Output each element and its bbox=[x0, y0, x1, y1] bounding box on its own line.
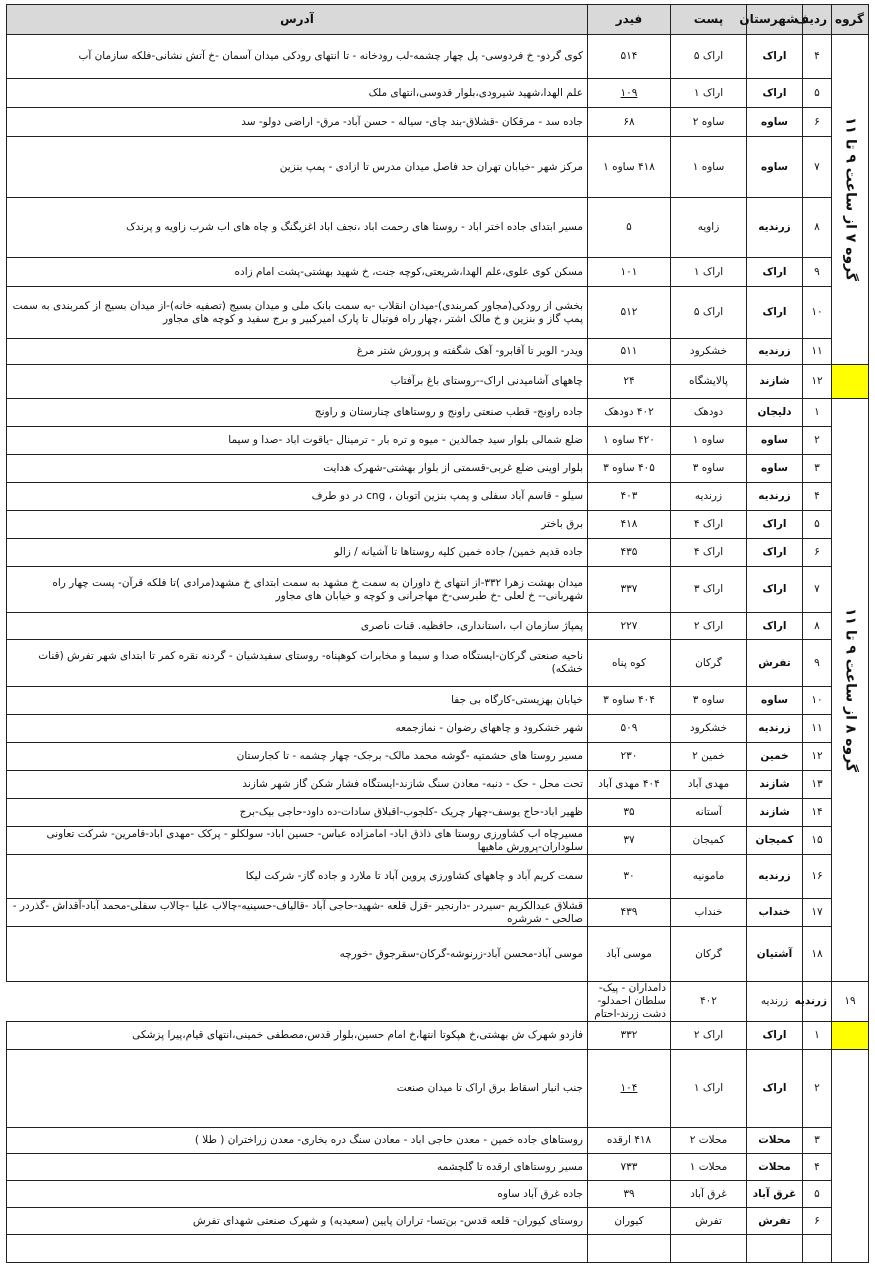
city-cell: محلات bbox=[747, 1128, 803, 1154]
radif-cell: ۱۴ bbox=[803, 799, 832, 827]
address-cell: جاده غرق آباد ساوه bbox=[7, 1181, 588, 1208]
radif-cell: ۳ bbox=[803, 455, 832, 483]
table-row bbox=[7, 899, 869, 927]
radif-cell: ۱۸ bbox=[803, 927, 832, 982]
post-cell: خشکرود bbox=[671, 339, 747, 365]
radif-cell: ۴ bbox=[803, 1154, 832, 1181]
table-row bbox=[7, 287, 869, 339]
city-cell: تفرش bbox=[747, 640, 803, 687]
post-cell: زرندیه bbox=[671, 483, 747, 511]
city-cell: غرق آباد bbox=[747, 1181, 803, 1208]
post-cell: گرکان bbox=[671, 927, 747, 982]
feeder-cell: کیوران bbox=[588, 1208, 671, 1235]
feeder-cell: ۴۳۵ bbox=[588, 539, 671, 567]
post-cell: تفرش bbox=[671, 1208, 747, 1235]
radif-cell: ۱ bbox=[803, 1022, 832, 1050]
address-cell: مسیرچاه اب کشاورزی روستا های ذاذق اباد- امامزاده عباس- حسین اباد- سولکلو - پرکک -مهدی اباد-قامرین- شرکت تعاونی سلوداران-پرورش ماهیها bbox=[7, 827, 588, 855]
radif-cell: ۱۰ bbox=[803, 287, 832, 339]
city-cell: شازند bbox=[747, 799, 803, 827]
table-row bbox=[7, 1022, 869, 1050]
feeder-cell: ۴۰۳ bbox=[588, 483, 671, 511]
address-cell: ظهیر اباد-حاج یوسف-چهار چریک -کلجوب-اقبلاق سادات-ده داود-حاجی بیک-برج bbox=[7, 799, 588, 827]
post-cell: اراک ۳ bbox=[671, 567, 747, 613]
header-feeder: فیدر bbox=[588, 5, 671, 35]
post-cell: محلات ۱ bbox=[671, 1154, 747, 1181]
feeder-cell: ۴۲۰ ساوه ۱ bbox=[588, 427, 671, 455]
feeder-cell: ۳۳۲ bbox=[588, 1022, 671, 1050]
address-cell bbox=[7, 1235, 588, 1263]
feeder-cell: ۵ bbox=[588, 198, 671, 258]
address-cell: سمت کریم آباد و چاههای کشاورزی پروین آباد تا ملارد و جاده گاز- شرکت لیکا bbox=[7, 855, 588, 899]
city-cell: اراک bbox=[747, 1050, 803, 1128]
radif-cell: ۵ bbox=[803, 1181, 832, 1208]
table-row bbox=[7, 743, 869, 771]
table-row bbox=[7, 1235, 869, 1263]
table-row bbox=[7, 1050, 869, 1128]
feeder-cell: ۲۲۷ bbox=[588, 613, 671, 640]
city-cell: ساوه bbox=[747, 455, 803, 483]
table-row bbox=[7, 258, 869, 287]
post-cell: اراک ۱ bbox=[671, 79, 747, 108]
address-cell: روستای کیوران- قلعه قدس- بن‌تسا- تراران پایین (سعیدیه) و شهرک صنعتی شهدای تفرش bbox=[7, 1208, 588, 1235]
address-cell: مسکن کوی علوی،علم الهدا،شریعتی،کوچه جنت، خ شهید بهشتی-پشت امام زاده bbox=[7, 258, 588, 287]
city-cell: اراک bbox=[747, 35, 803, 79]
address-cell: برق باختر bbox=[7, 511, 588, 539]
radif-cell: ۹ bbox=[803, 258, 832, 287]
address-cell: روستاهای جاده خمین - معدن حاجی اباد - معادن سنگ دره بخاری- معدن زراختران ( طلا ) bbox=[7, 1128, 588, 1154]
table-row bbox=[7, 108, 869, 137]
radif-cell: ۸ bbox=[803, 613, 832, 640]
post-cell: اراک ۱ bbox=[671, 258, 747, 287]
address-cell: جنب انبار اسقاط برق اراک تا میدان صنعت bbox=[7, 1050, 588, 1128]
city-cell: شازند bbox=[747, 771, 803, 799]
city-cell: خنداب bbox=[747, 899, 803, 927]
feeder-cell: ۴۰۵ ساوه ۳ bbox=[588, 455, 671, 483]
group-cell bbox=[832, 1050, 869, 1263]
feeder-cell: ۱۰۹ bbox=[588, 79, 671, 108]
post-cell: آستانه bbox=[671, 799, 747, 827]
post-cell: گرکان bbox=[671, 640, 747, 687]
feeder-cell: ۱۰۴ bbox=[588, 1050, 671, 1128]
feeder-cell: ۵۱۴ bbox=[588, 35, 671, 79]
post-cell: خشکرود bbox=[671, 715, 747, 743]
header-city: شهرستان bbox=[747, 5, 803, 35]
city-cell: اراک bbox=[747, 567, 803, 613]
table-row bbox=[7, 771, 869, 799]
table-row bbox=[7, 79, 869, 108]
table-row bbox=[7, 640, 869, 687]
city-cell: زرندیه bbox=[803, 982, 832, 1022]
table-row bbox=[7, 339, 869, 365]
city-cell: زرندیه bbox=[747, 339, 803, 365]
address-cell: تحت محل - حک - دنبه- معادن سنگ شازند-ایستگاه فشار شکن گاز شهر شازند bbox=[7, 771, 588, 799]
address-cell: مسیر روستاهای ارقده تا گلچشمه bbox=[7, 1154, 588, 1181]
header-address: آدرس bbox=[7, 5, 588, 35]
radif-cell: ۶ bbox=[803, 1208, 832, 1235]
city-cell: اراک bbox=[747, 79, 803, 108]
radif-cell: ۵ bbox=[803, 79, 832, 108]
post-cell: خمین ۲ bbox=[671, 743, 747, 771]
post-cell: اراک ۴ bbox=[671, 539, 747, 567]
post-cell: ساوه ۱ bbox=[671, 427, 747, 455]
feeder-cell: ۵۱۱ bbox=[588, 339, 671, 365]
radif-cell: ۱۵ bbox=[803, 827, 832, 855]
radif-cell bbox=[803, 1235, 832, 1263]
table-row bbox=[7, 1208, 869, 1235]
radif-cell: ۱۲ bbox=[803, 743, 832, 771]
feeder-cell: کوه پناه bbox=[588, 640, 671, 687]
table-row bbox=[7, 539, 869, 567]
radif-cell: ۱۲ bbox=[803, 365, 832, 399]
post-cell: کمیجان bbox=[671, 827, 747, 855]
post-cell: اراک ۲ bbox=[671, 613, 747, 640]
feeder-cell: ۴۱۸ ساوه ۱ bbox=[588, 137, 671, 198]
feeder-cell: موسی آباد bbox=[588, 927, 671, 982]
feeder-cell: ۶۸ bbox=[588, 108, 671, 137]
post-cell: اراک ۵ bbox=[671, 287, 747, 339]
post-cell: ساوه ۳ bbox=[671, 687, 747, 715]
feeder-cell: ۳۳۷ bbox=[588, 567, 671, 613]
header-row bbox=[7, 5, 869, 35]
table-row bbox=[7, 137, 869, 198]
table-row bbox=[7, 1154, 869, 1181]
city-cell: آشتیان bbox=[747, 927, 803, 982]
radif-cell: ۲ bbox=[803, 1050, 832, 1128]
feeder-cell: ۴۰۲ دودهک bbox=[588, 399, 671, 427]
feeder-cell: ۳۵ bbox=[588, 799, 671, 827]
header-post: پست bbox=[671, 5, 747, 35]
radif-cell: ۱۳ bbox=[803, 771, 832, 799]
radif-cell: ۳ bbox=[803, 1128, 832, 1154]
feeder-cell: ۳۰ bbox=[588, 855, 671, 899]
address-cell: قشلاق عبدالکریم -سیردر -دارنجیر -قزل قلعه -شهید-حاجی آباد -قالیاف-حسینیه-چالاب علیا -چالاب سفلی-محمد آباد-آقداش -گذردر - صالحی - شرشره bbox=[7, 899, 588, 927]
radif-cell: ۶ bbox=[803, 539, 832, 567]
table-row bbox=[7, 927, 869, 982]
city-cell: ساوه bbox=[747, 427, 803, 455]
city-cell: اراک bbox=[747, 613, 803, 640]
table-row bbox=[7, 399, 869, 427]
table-row bbox=[7, 198, 869, 258]
post-cell: مامونیه bbox=[671, 855, 747, 899]
table-row bbox=[7, 687, 869, 715]
feeder-cell: ۴۳۹ bbox=[588, 899, 671, 927]
address-cell: دامداران - پیک-سلطان احمدلو-دشت زرند-احتام bbox=[588, 982, 671, 1022]
group-label: گروه ۸ از ساعت ۹ تا ۱۱ bbox=[842, 607, 859, 773]
outage-schedule-table bbox=[6, 4, 869, 1263]
address-cell: پمپاژ سازمان اب ،استانداری، حافظیه. قنات ناصری bbox=[7, 613, 588, 640]
city-cell: ساوه bbox=[747, 687, 803, 715]
city-cell: اراک bbox=[747, 1022, 803, 1050]
radif-cell: ۷ bbox=[803, 567, 832, 613]
radif-cell: ۲ bbox=[803, 427, 832, 455]
radif-cell: ۱۱ bbox=[803, 339, 832, 365]
post-cell: اراک ۱ bbox=[671, 1050, 747, 1128]
radif-cell: ۱۰ bbox=[803, 687, 832, 715]
post-cell bbox=[671, 1235, 747, 1263]
city-cell: ساوه bbox=[747, 137, 803, 198]
post-cell: اراک ۴ bbox=[671, 511, 747, 539]
table-row bbox=[7, 511, 869, 539]
city-cell: محلات bbox=[747, 1154, 803, 1181]
table-row bbox=[7, 799, 869, 827]
table-row bbox=[7, 365, 869, 399]
address-cell: جاده راونج- قطب صنعتی راونج و روستاهای چنارستان و راونج bbox=[7, 399, 588, 427]
table-row bbox=[7, 427, 869, 455]
address-cell: مسیر ابتدای جاده اختر اباد - روستا های رحمت اباد ،نجف اباد اغزیگنگ و چاه های اب شرب زاویه و پرندک bbox=[7, 198, 588, 258]
post-cell: ساوه ۳ bbox=[671, 455, 747, 483]
radif-cell: ۱۷ bbox=[803, 899, 832, 927]
address-cell: کوی گردو- خ فردوسی- پل چهار چشمه-لب رودخانه - تا انتهای رودکی میدان آسمان -خ آتش نشانی-فلکه سازمان آب bbox=[7, 35, 588, 79]
post-cell: غرق آباد bbox=[671, 1181, 747, 1208]
radif-cell: ۴ bbox=[803, 483, 832, 511]
table-row bbox=[7, 567, 869, 613]
group-cell bbox=[832, 399, 869, 982]
address-cell: میدان بهشت زهرا ۳۳۲-از انتهای خ داوران به سمت خ مشهد به سمت ابتدای خ مشهد(مرادی )تا فلکه قرآن- پست چهار راه شهربانی-- خ لعلی -خ طبرسی-خ مهاجرانی و کوچه و خیابان های مجاور bbox=[7, 567, 588, 613]
table-row bbox=[7, 1181, 869, 1208]
city-cell: شازند bbox=[747, 365, 803, 399]
address-cell: مسیر روستا های حشمتیه -گوشه محمد مالک- برجک- چهار چشمه - تا کجارستان bbox=[7, 743, 588, 771]
group-cell bbox=[832, 35, 869, 365]
post-cell: دودهک bbox=[671, 399, 747, 427]
address-cell: بخشی از رودکی(مجاور کمربندی)-میدان انقلاب -به سمت بانک ملی و میدان بسیج (تصفیه خانه)-از میدان بسیج از کمربندی به سمت پمپ گاز و بنزین و خ مالک اشتر ،چهار راه فوتبال تا پارک امیرکبیر و برج سفید و کوچه های مجاور bbox=[7, 287, 588, 339]
post-cell: زرندیه bbox=[747, 982, 803, 1022]
city-cell: زرندیه bbox=[747, 198, 803, 258]
address-cell: موسی آباد-محسن آباد-زرنوشه-گرکان-سقرجوق -خورچه bbox=[7, 927, 588, 982]
feeder-cell: ۵۰۹ bbox=[588, 715, 671, 743]
city-cell: خمین bbox=[747, 743, 803, 771]
table-row bbox=[7, 483, 869, 511]
address-cell: مرکز شهر -خیابان تهران حد فاصل میدان مدرس تا ازادی - پمپ بنزین bbox=[7, 137, 588, 198]
radif-cell: ۱۶ bbox=[803, 855, 832, 899]
city-cell: ساوه bbox=[747, 108, 803, 137]
post-cell: ساوه ۱ bbox=[671, 137, 747, 198]
radif-cell: ۴ bbox=[803, 35, 832, 79]
city-cell: زرندیه bbox=[747, 715, 803, 743]
address-cell: سیلو - قاسم آباد سفلی و پمپ بنزین اتوبان ، cng در دو طرف bbox=[7, 483, 588, 511]
feeder-cell: ۷۳۳ bbox=[588, 1154, 671, 1181]
address-cell: فازدو شهرک ش بهشتی،خ هپکوتا انتها،خ امام حسین،بلوار قدس،مصطفی خمینی،انتهای قیام،پیرا پزشکی bbox=[7, 1022, 588, 1050]
header-group: گروه bbox=[832, 5, 869, 35]
post-cell: محلات ۲ bbox=[671, 1128, 747, 1154]
radif-cell: ۵ bbox=[803, 511, 832, 539]
city-cell: تفرش bbox=[747, 1208, 803, 1235]
post-cell: پالایشگاه bbox=[671, 365, 747, 399]
post-cell: ساوه ۲ bbox=[671, 108, 747, 137]
city-cell: زرندیه bbox=[747, 483, 803, 511]
city-cell: اراک bbox=[747, 511, 803, 539]
city-cell: اراک bbox=[747, 539, 803, 567]
feeder-cell: ۴۱۸ ارقده bbox=[588, 1128, 671, 1154]
table-row bbox=[7, 855, 869, 899]
feeder-cell: ۲۴ bbox=[588, 365, 671, 399]
header-radif: ردیف bbox=[803, 5, 832, 35]
address-cell: ناحیه صنعتی گرکان-ایستگاه صدا و سیما و مخابرات کوهپناه- روستای سفیدشیان - گردنه نقره کمر تا ابتدای شهر تفرش (قنات خشکه) bbox=[7, 640, 588, 687]
table-row bbox=[7, 715, 869, 743]
post-cell: اراک ۵ bbox=[671, 35, 747, 79]
city-cell: اراک bbox=[747, 287, 803, 339]
table-row bbox=[7, 982, 869, 1022]
table-row bbox=[7, 827, 869, 855]
feeder-cell bbox=[588, 1235, 671, 1263]
post-cell: خنداب bbox=[671, 899, 747, 927]
group-label: گروه ۷ از ساعت ۹ تا ۱۱ bbox=[842, 117, 859, 282]
feeder-cell: ۳۷ bbox=[588, 827, 671, 855]
address-cell: جاده سد - مرقکان -قشلاق-بند چای- سیاله - حسن آباد- مرق- اراضی دولو- سد bbox=[7, 108, 588, 137]
feeder-cell: ۲۳۰ bbox=[588, 743, 671, 771]
feeder-cell: ۴۰۴ مهدی آباد bbox=[588, 771, 671, 799]
address-cell: ویدر- الویر تا آقابرو- آهک شگفته و پرورش شتر مرغ bbox=[7, 339, 588, 365]
table-row bbox=[7, 35, 869, 79]
city-cell: اراک bbox=[747, 258, 803, 287]
feeder-cell: ۴۰۲ bbox=[671, 982, 747, 1022]
address-cell: علم الهدا،شهید شیرودی،بلوار قدوسی،انتهای ملک bbox=[7, 79, 588, 108]
feeder-cell: ۴۰۴ ساوه ۳ bbox=[588, 687, 671, 715]
address-cell: شهر خشکرود و چاههای رضوان - نمازجمعه bbox=[7, 715, 588, 743]
feeder-cell: ۱۰۱ bbox=[588, 258, 671, 287]
radif-cell: ۶ bbox=[803, 108, 832, 137]
city-cell: دلیجان bbox=[747, 399, 803, 427]
address-cell: ضلع شمالی بلوار سید جمالدین - میوه و تره بار - ترمینال -یاقوت اباد -صدا و سیما bbox=[7, 427, 588, 455]
post-cell: زاویه bbox=[671, 198, 747, 258]
radif-cell: ۱۱ bbox=[803, 715, 832, 743]
address-cell: جاده قدیم خمین/ جاده خمین کلیه روستاها تا آشیانه / زالو bbox=[7, 539, 588, 567]
table-row bbox=[7, 613, 869, 640]
group-highlight-cell bbox=[832, 1022, 869, 1050]
city-cell bbox=[747, 1235, 803, 1263]
radif-cell: ۱۹ bbox=[832, 982, 869, 1022]
radif-cell: ۸ bbox=[803, 198, 832, 258]
address-cell: چاههای آشامیدنی اراک--روستای باغ برآفتاب bbox=[7, 365, 588, 399]
city-cell: کمیجان bbox=[747, 827, 803, 855]
post-cell: مهدی آباد bbox=[671, 771, 747, 799]
radif-cell: ۹ bbox=[803, 640, 832, 687]
feeder-cell: ۵۱۲ bbox=[588, 287, 671, 339]
radif-cell: ۷ bbox=[803, 137, 832, 198]
address-cell: خیابان بهزیستی-کارگاه بی جفا bbox=[7, 687, 588, 715]
feeder-cell: ۳۹ bbox=[588, 1181, 671, 1208]
radif-cell: ۱ bbox=[803, 399, 832, 427]
feeder-cell: ۴۱۸ bbox=[588, 511, 671, 539]
city-cell: زرندیه bbox=[747, 855, 803, 899]
table-row bbox=[7, 1128, 869, 1154]
group-highlight-cell bbox=[832, 365, 869, 399]
post-cell: اراک ۲ bbox=[671, 1022, 747, 1050]
table-row bbox=[7, 455, 869, 483]
address-cell: بلوار اوینی ضلع غربی-قسمتی از بلوار بهشتی-شهرک هدایت bbox=[7, 455, 588, 483]
